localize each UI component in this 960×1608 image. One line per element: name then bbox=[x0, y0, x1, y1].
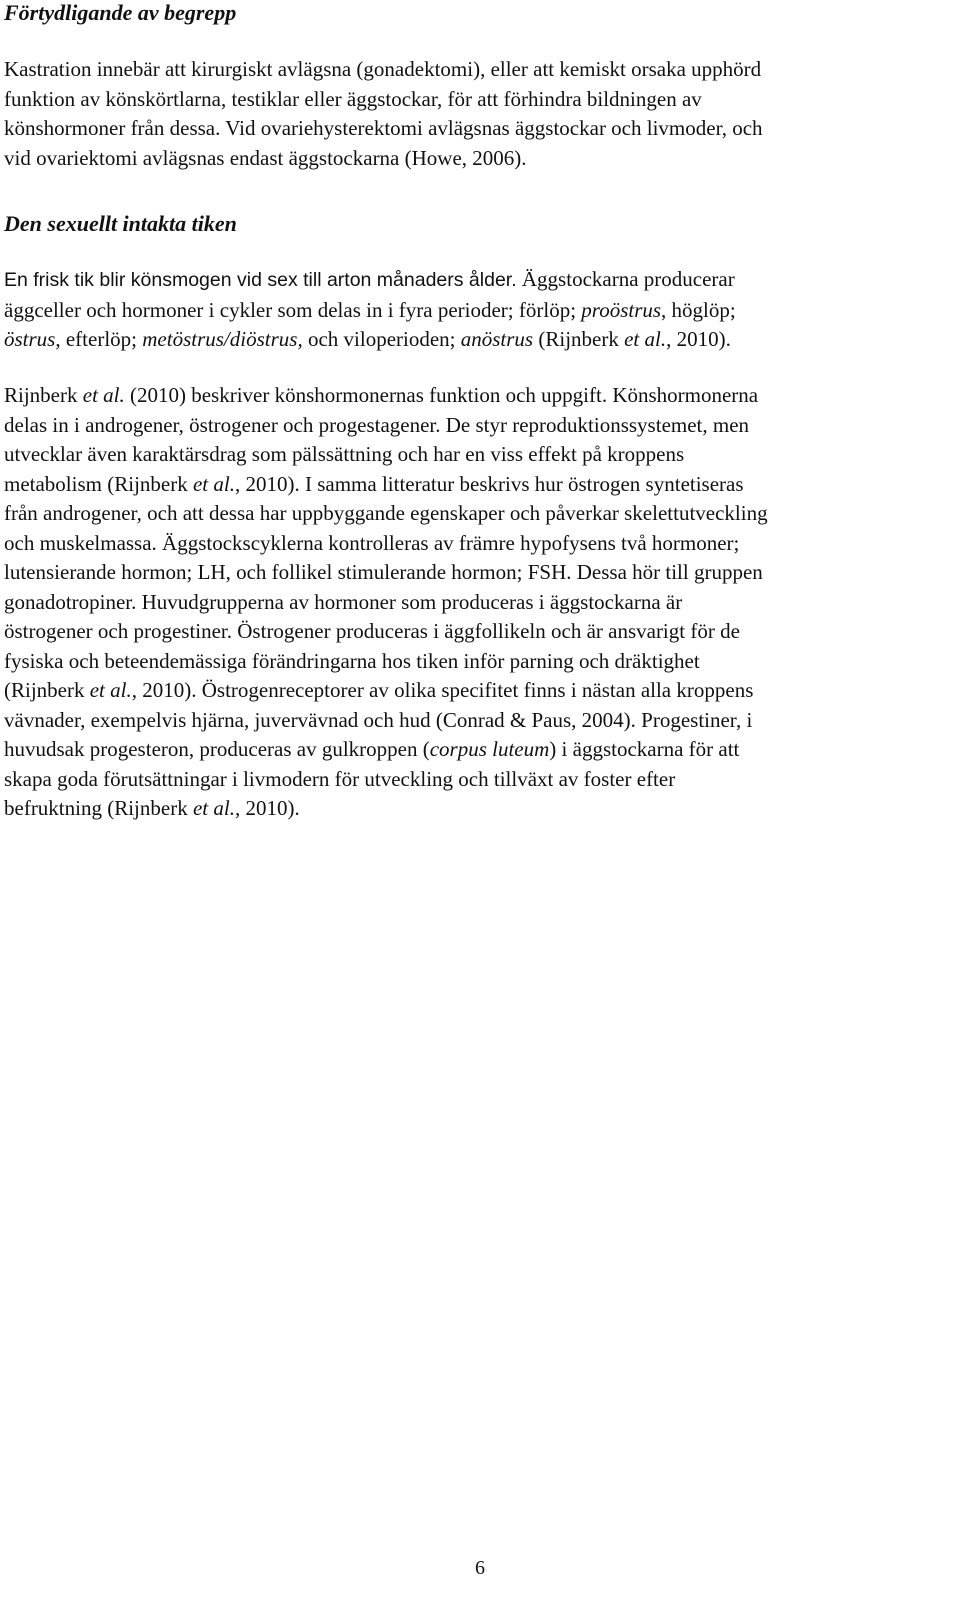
paragraph-line: vid ovariektomi avlägsnas endast äggstockarna (Howe, 2006). bbox=[4, 145, 527, 170]
paragraph-sex-hormones bbox=[4, 381, 949, 824]
paragraph-line: fysiska och beteendemässiga förändringarna hos tiken inför parning och dräktighet bbox=[4, 648, 700, 673]
paragraph-line: funktion av könskörtlarna, testiklar eller äggstockar, för att förhindra bildningen av bbox=[4, 86, 702, 111]
italic-term: corpus luteum bbox=[429, 737, 550, 761]
text-run: 2010). bbox=[240, 796, 300, 820]
text-run: , 2010). Östrogenreceptorer av olika specifitet finns i nästan alla kroppens bbox=[131, 678, 754, 702]
paragraph-line: vävnader, exempelvis hjärna, juvervävnad och hud (Conrad & Paus, 2004). Progestiner, i bbox=[4, 707, 753, 732]
text-run: (2010) beskriver könshormonernas funktion och uppgift. Könshormonerna bbox=[124, 383, 759, 407]
italic-term: et al. bbox=[89, 678, 132, 702]
text-run: (Rijnberk bbox=[533, 327, 625, 351]
paragraph-line: delas in i androgener, östrogener och progestagener. De styr reproduktionssystemet, men bbox=[4, 412, 750, 437]
paragraph-line bbox=[4, 265, 949, 296]
paragraph-line: skapa goda förutsättningar i livmodern för utveckling och tillväxt av foster efter bbox=[4, 766, 676, 791]
text-run: och viloperioden; bbox=[302, 327, 461, 351]
italic-term: et al. bbox=[82, 383, 125, 407]
paragraph-line: östrogener och progestiner. Östrogener produceras i äggfollikeln och är ansvarigt för de bbox=[4, 619, 740, 643]
italic-term: et al. bbox=[192, 471, 235, 496]
paragraph-line bbox=[4, 794, 949, 824]
text-run: Äggstockarna producerar bbox=[516, 267, 735, 291]
paragraph-line bbox=[4, 470, 949, 500]
paragraph-estrous-cycle bbox=[4, 265, 949, 355]
section-heading-intact-bitch: Den sexuellt intakta tiken bbox=[4, 211, 237, 236]
text-run: , 2010). bbox=[666, 327, 731, 351]
paragraph-line bbox=[4, 676, 949, 706]
paragraph-line: könshormoner från dessa. Vid ovariehysterektomi avlägsnas äggstockar och livmoder, och bbox=[4, 116, 763, 140]
paragraph-castration bbox=[4, 55, 949, 173]
paragraph-line: gonadotropiner. Huvudgrupperna av hormoner som produceras i äggstockarna är bbox=[4, 589, 683, 614]
text-run: äggceller och hormoner i cykler som delas in i fyra perioder; förlöp; bbox=[4, 297, 582, 322]
paragraph-line bbox=[4, 325, 949, 355]
paragraph-line bbox=[4, 735, 949, 765]
italic-term: metöstrus/diöstrus, bbox=[142, 327, 303, 351]
italic-term: et al., bbox=[192, 796, 241, 820]
text-run: befruktning (Rijnberk bbox=[4, 796, 193, 820]
italic-term: anöstrus bbox=[460, 327, 534, 351]
text-run: Rijnberk bbox=[4, 383, 83, 407]
italic-term: proöstrus bbox=[581, 297, 662, 322]
text-run: ) i äggstockarna för att bbox=[549, 737, 740, 761]
page-number: 6 bbox=[475, 1557, 485, 1579]
text-run: huvudsak progesteron, produceras av gulkroppen ( bbox=[4, 737, 430, 761]
italic-term: et al. bbox=[624, 327, 667, 351]
text-run: , höglöp; bbox=[661, 297, 736, 322]
section-heading-definitions: Förtydligande av begrepp bbox=[4, 0, 237, 25]
text-run: (Rijnberk bbox=[4, 678, 90, 702]
text-run: , efterlöp; bbox=[55, 327, 143, 351]
text-run: metabolism (Rijnberk bbox=[4, 471, 193, 496]
paragraph-line: utvecklar även karaktärsdrag som pälssättning och har en viss effekt på kroppens bbox=[4, 442, 685, 466]
italic-term: östrus bbox=[4, 327, 56, 351]
paragraph-line: och muskelmassa. Äggstockscyklerna kontrolleras av främre hypofysens två hormoner; bbox=[4, 530, 740, 555]
sans-text-run: En frisk tik blir könsmogen vid sex till arton månaders ålder. bbox=[4, 269, 517, 291]
text-run: , 2010). I samma litteratur beskrivs hur östrogen syntetiseras bbox=[234, 471, 744, 496]
paragraph-line: från androgener, och att dessa har uppbyggande egenskaper och påverkar skelettutveckling bbox=[4, 501, 768, 525]
paragraph-line: lutensierande hormon; LH, och follikel stimulerande hormon; FSH. Dessa hör till gruppen bbox=[4, 560, 763, 584]
paragraph-line bbox=[4, 381, 949, 411]
paragraph-line: Kastration innebär att kirurgiskt avlägsna (gonadektomi), eller att kemiskt orsaka upphörd bbox=[4, 57, 762, 81]
paragraph-line bbox=[4, 296, 949, 326]
